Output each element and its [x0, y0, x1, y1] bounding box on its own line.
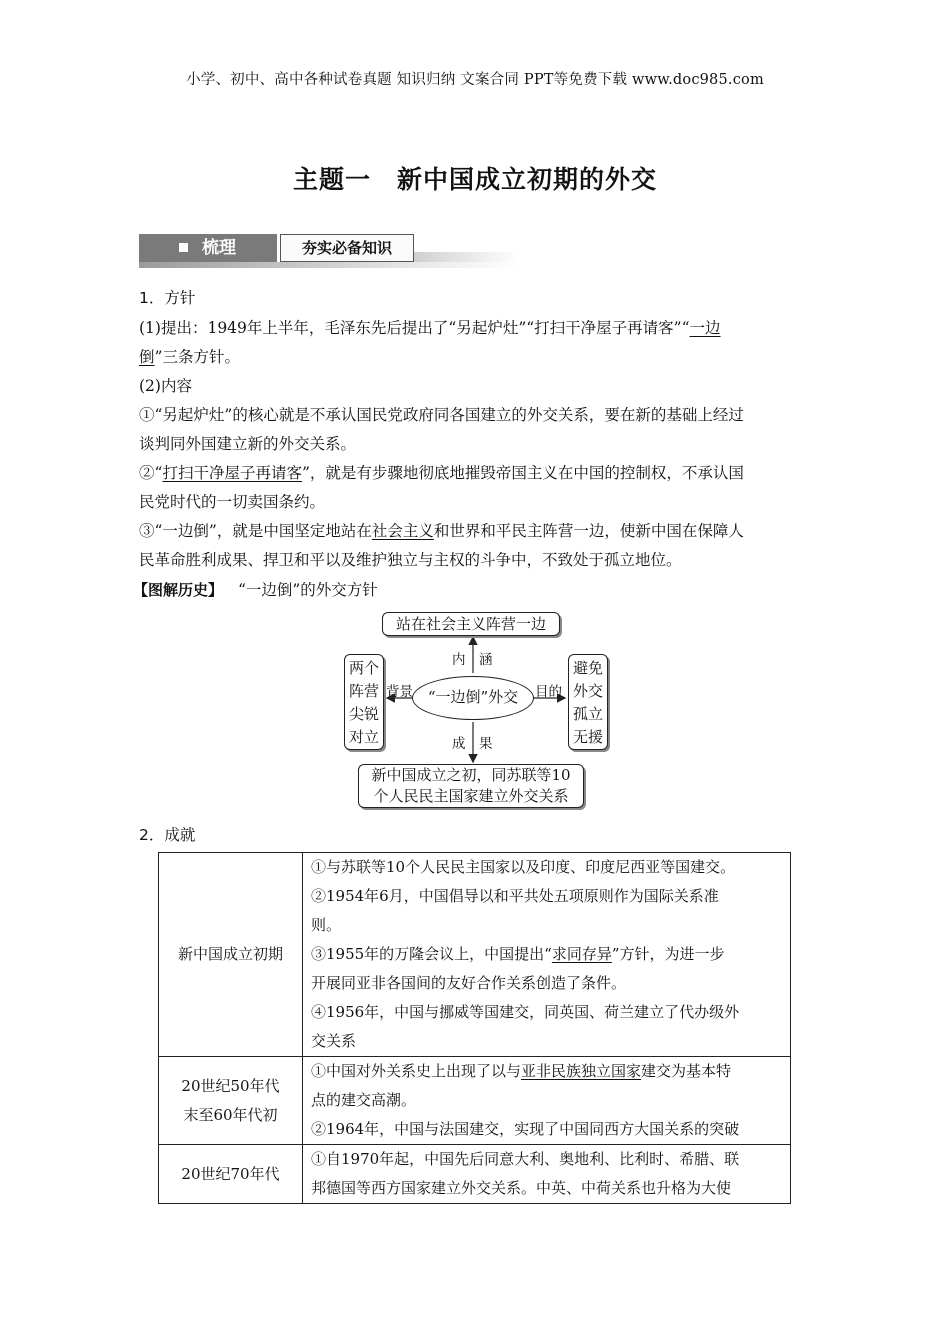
right-box-line: 外交: [572, 682, 603, 700]
item-line: ①与苏联等10个人民民主国家以及印度、印度尼西亚等国建交。: [311, 858, 736, 876]
right-box-line: 避免: [572, 659, 603, 677]
label-result-b: 果: [479, 736, 493, 752]
diagram-bottom-box: [358, 764, 584, 808]
p4-text-a: ②“: [139, 464, 163, 482]
p4-underline: 打扫干净屋子再请客: [162, 464, 302, 482]
period-cell: [159, 1057, 303, 1145]
table-row: [159, 1145, 791, 1204]
period-line: 末至60年代初: [183, 1105, 278, 1124]
diagram-center-ellipse: “一边倒”外交: [412, 676, 534, 720]
p1-text-b: ”三条方针。: [154, 348, 240, 366]
item-line: 开展同亚非各国间的友好合作关系创造了条件。: [311, 974, 627, 992]
period-line: 20世纪50年代: [181, 1076, 280, 1095]
p5-line-2: 民革命胜利成果、捍卫和平以及维护独立与主权的斗争中，不致处于孤立地位。: [139, 551, 682, 569]
diagram-right-box: [568, 654, 608, 750]
label-neihan-a: 内: [452, 652, 466, 668]
p5-text-a: ③“一边倒”，就是中国坚定地站在: [139, 522, 372, 540]
bottom-box-line: 新中国成立之初，同苏联等10: [371, 766, 571, 784]
p3-line-1: ①“另起炉灶”的核心就是不承认国民党政府同各国建立的外交关系，要在新的基础上经过: [139, 406, 744, 424]
item-line: 交关系: [311, 1032, 357, 1050]
paragraph-proposal: [139, 314, 811, 575]
page-title: 主题一 新中国成立初期的外交: [292, 165, 657, 194]
left-box-line: 对立: [348, 728, 379, 746]
item-line: 则。: [311, 916, 342, 934]
diagram-left-box: [344, 654, 384, 750]
tujie-label: 【图解历史】: [133, 581, 224, 599]
period-cell: 20世纪70年代: [159, 1145, 303, 1204]
label-result-a: 成: [452, 736, 466, 752]
section-heading-policy: 1．方针: [139, 289, 196, 307]
right-box-line: 无援: [572, 728, 603, 746]
section-heading-achievements: 2．成就: [139, 826, 196, 844]
table-row: [159, 1057, 791, 1145]
left-box-line: 两个: [348, 659, 379, 677]
p1-underline-b: 倒: [139, 348, 155, 366]
section-bar-fade: [139, 262, 519, 268]
item-underline: 求同存异: [551, 945, 612, 963]
p4-line-2: 民党时代的一切卖国条约。: [139, 493, 326, 511]
label-purpose: 目的: [535, 684, 562, 700]
period-cell: 新中国成立初期: [159, 853, 303, 1057]
bottom-box-line: 个人民民主国家建立外交关系: [373, 787, 569, 805]
item-text: ③1955年的万隆会议上，中国提出“: [311, 945, 552, 963]
items-cell: [303, 1145, 791, 1204]
p2-content-heading: (2)内容: [139, 377, 192, 395]
diagram-top-box: 站在社会主义阵营一边: [382, 612, 560, 636]
item-text: ”方针，为进一步: [611, 945, 725, 963]
item-line: 点的建交高潮。: [311, 1091, 417, 1109]
item-text: ①中国对外关系史上出现了以与: [311, 1062, 522, 1080]
diagram: [340, 608, 620, 813]
left-box-line: 尖锐: [348, 705, 379, 723]
label-background: 背景: [386, 684, 413, 700]
left-box-line: 阵营: [348, 682, 379, 700]
p3-line-2: 谈判同外国建立新的外交关系。: [139, 435, 357, 453]
p5-underline: 社会主义: [371, 522, 434, 540]
item-line: ①自1970年起，中国先后同意大利、奥地利、比利时、希腊、联: [311, 1150, 740, 1168]
tujie-text: “一边倒”的外交方针: [237, 581, 378, 599]
p1-underline-a: 一边: [689, 319, 721, 337]
item-line: ②1964年，中国与法国建交，实现了中国同西方大国关系的突破: [311, 1120, 740, 1138]
items-cell: [303, 853, 791, 1057]
square-icon: [179, 243, 188, 252]
items-cell: [303, 1057, 791, 1145]
section-bar-left: [139, 234, 277, 262]
item-line: ②1954年6月，中国倡导以和平共处五项原则作为国际关系准: [311, 887, 719, 905]
label-neihan-b: 涵: [479, 652, 493, 668]
p1-text-a: (1)提出：1949年上半年，毛泽东先后提出了“另起炉灶”“打扫干净屋子再请客”“: [139, 319, 690, 337]
p4-text-b: ”，就是有步骤地彻底地摧毁帝国主义在中国的控制权，不承认国: [301, 464, 744, 482]
tujie-line: [133, 576, 378, 605]
section-bar-right: 夯实必备知识: [280, 234, 414, 262]
section-bar-left-label: 梳理: [202, 238, 236, 258]
achievements-table: [158, 852, 791, 1204]
page-header: 小学、初中、高中各种试卷真题 知识归纳 文案合同 PPT等免费下载 www.doc985.com: [186, 72, 764, 88]
section-bar-tail: [413, 252, 519, 262]
section-bar: [139, 234, 519, 268]
item-line: 邦德国等西方国家建立外交关系。中英、中荷关系也升格为大使: [311, 1179, 732, 1197]
right-box-line: 孤立: [572, 705, 603, 723]
item-underline: 亚非民族独立国家: [521, 1062, 642, 1080]
table-row: [159, 853, 791, 1057]
p5-text-b: 和世界和平民主阵营一边，使新中国在保障人: [433, 522, 744, 540]
item-text: 建交为基本特: [641, 1062, 732, 1080]
item-line: ④1956年，中国与挪威等国建交，同英国、荷兰建立了代办级外: [311, 1003, 740, 1021]
